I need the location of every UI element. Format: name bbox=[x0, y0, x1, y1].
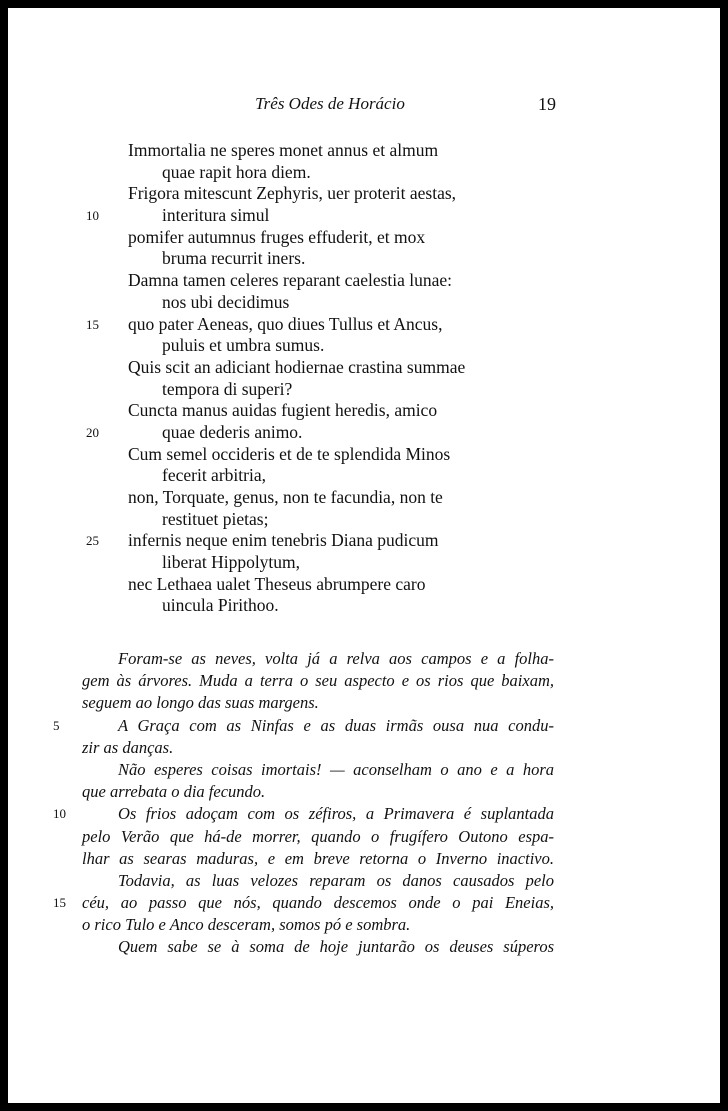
verse-text: puluis et umbra sumus. bbox=[162, 335, 325, 356]
running-head-title: Três Odes de Horácio bbox=[255, 94, 405, 113]
translation-line bbox=[8, 892, 720, 914]
translation-line bbox=[8, 803, 720, 825]
translation-text: seguem ao longo das suas margens. bbox=[82, 693, 319, 713]
latin-poem bbox=[8, 140, 720, 617]
translation-text: céu, ao passo que nós, quando descemos onde o pai Eneias, bbox=[82, 893, 554, 913]
verse-line bbox=[8, 379, 720, 401]
verse-line bbox=[8, 574, 720, 596]
verse-text: Cuncta manus auidas fugient heredis, amico bbox=[128, 400, 438, 421]
verse-text: Frigora mitescunt Zephyris, uer proterit aestas, bbox=[128, 183, 457, 204]
translation-line bbox=[8, 826, 720, 848]
translation-line bbox=[8, 781, 720, 803]
verse-line-number: 25 bbox=[86, 533, 99, 549]
verse-line bbox=[8, 357, 720, 379]
translation-text: Não esperes coisas imortais! — aconselham o ano e a hora bbox=[118, 759, 554, 779]
book-page bbox=[8, 8, 720, 1103]
verse-text: restituet pietas; bbox=[162, 508, 269, 529]
verse-line bbox=[8, 314, 720, 336]
verse-line bbox=[8, 183, 720, 205]
verse-text: Immortalia ne speres monet annus et almum bbox=[128, 140, 439, 160]
verse-line bbox=[8, 162, 720, 184]
verse-line bbox=[8, 292, 720, 314]
verse-text: non, Torquate, genus, non te facundia, non te bbox=[128, 487, 443, 507]
translation-text: Os frios adoçam com os zéfiros, a Primavera é suplantada bbox=[118, 804, 554, 824]
translation-line bbox=[8, 914, 720, 936]
page-number: 19 bbox=[538, 94, 556, 114]
verse-line bbox=[8, 422, 720, 444]
verse-line-number: 20 bbox=[86, 424, 99, 440]
translation-text: Quem sabe se à soma de hoje juntarão os deuses súperos bbox=[118, 937, 554, 957]
verse-text: uincula Pirithoo. bbox=[162, 595, 279, 616]
verse-line bbox=[8, 465, 720, 487]
verse-line bbox=[8, 335, 720, 357]
verse-text: quae dederis animo. bbox=[162, 421, 303, 442]
verse-text: bruma recurrit iners. bbox=[162, 248, 306, 269]
translation-line bbox=[8, 648, 720, 670]
verse-text: infernis neque enim tenebris Diana pudicum bbox=[128, 530, 439, 551]
translation-line-number: 15 bbox=[53, 895, 66, 911]
translation-line-number: 5 bbox=[53, 717, 60, 733]
verse-line bbox=[8, 509, 720, 531]
translation-line bbox=[8, 870, 720, 892]
verse-line bbox=[8, 270, 720, 292]
verse-text: Damna tamen celeres reparant caelestia lunae: bbox=[128, 270, 453, 291]
verse-text: fecerit arbitria, bbox=[162, 465, 266, 486]
verse-line bbox=[8, 444, 720, 466]
verse-line bbox=[8, 205, 720, 227]
translation-line bbox=[8, 848, 720, 870]
translation-line bbox=[8, 759, 720, 781]
verse-text: Cum semel occideris et de te splendida Minos bbox=[128, 443, 451, 464]
translation-text: zir as danças. bbox=[82, 737, 174, 757]
translation-text: Foram-se as neves, volta já a relva aos campos e a folha- bbox=[118, 649, 554, 668]
translation-text: Todavia, as luas velozes reparam os danos causados pelo bbox=[118, 870, 554, 890]
translation-line bbox=[8, 936, 720, 958]
translation-text: A Graça com as Ninfas e as duas irmãs ousa nua condu- bbox=[118, 715, 554, 735]
translation-text: gem às árvores. Muda a terra o seu aspecto e os rios que baixam, bbox=[82, 671, 554, 691]
verse-line-number: 10 bbox=[86, 208, 99, 224]
translation-line-number: 10 bbox=[53, 806, 66, 822]
translation-line bbox=[8, 670, 720, 692]
verse-line bbox=[8, 227, 720, 249]
verse-line bbox=[8, 487, 720, 509]
verse-text: tempora di superi? bbox=[162, 378, 293, 399]
portuguese-translation bbox=[8, 648, 720, 959]
verse-line bbox=[8, 248, 720, 270]
verse-line bbox=[8, 140, 720, 162]
verse-line bbox=[8, 530, 720, 552]
translation-line bbox=[8, 692, 720, 714]
translation-text: que arrebata o dia fecundo. bbox=[82, 782, 266, 802]
verse-text: liberat Hippolytum, bbox=[162, 552, 301, 573]
translation-text: lhar as searas maduras, e em breve retorna o Inverno inactivo. bbox=[82, 848, 554, 868]
verse-text: nos ubi decidimus bbox=[162, 291, 290, 312]
translation-text: pelo Verão que há-de morrer, quando o frugífero Outono espa- bbox=[82, 826, 554, 846]
verse-line bbox=[8, 552, 720, 574]
verse-text: nec Lethaea ualet Theseus abrumpere caro bbox=[128, 573, 426, 594]
verse-line-number: 15 bbox=[86, 316, 99, 332]
verse-text: Quis scit an adiciant hodiernae crastina summae bbox=[128, 356, 466, 377]
translation-line bbox=[8, 737, 720, 759]
verse-line bbox=[8, 595, 720, 617]
verse-line bbox=[8, 400, 720, 422]
translation-line bbox=[8, 715, 720, 737]
verse-text: quo pater Aeneas, quo diues Tullus et Ancus, bbox=[128, 313, 443, 334]
verse-text: quae rapit hora diem. bbox=[162, 161, 311, 182]
verse-text: interitura simul bbox=[162, 205, 270, 226]
translation-text: o rico Tulo e Anco desceram, somos pó e sombra. bbox=[82, 915, 411, 935]
verse-text: pomifer autumnus fruges effuderit, et mox bbox=[128, 226, 426, 247]
